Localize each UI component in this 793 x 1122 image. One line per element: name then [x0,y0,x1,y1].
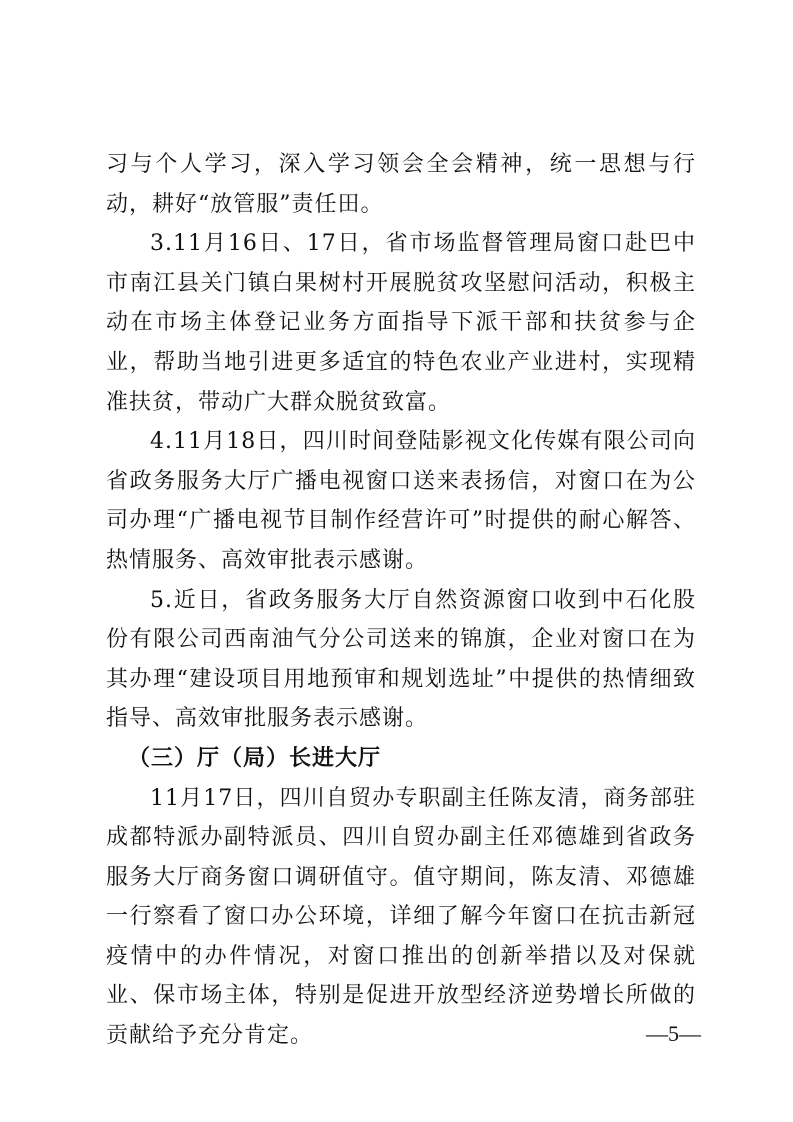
final-paragraph: 11月17日，四川自贸办专职副主任陈友清，商务部驻成都特派办副特派员、四川自贸办副主任邓德雄到省政务服务大厅商务窗口调研值守。值守期间，陈友清、邓德雄一行察看了窗口办公环境，详细了解今年窗口在抗击新冠疫情中的办件情况，对窗口推出的创新举措以及对保就业、保市场主体，特别是促进开放型经济逆势增长所做的贡献给予充分肯定。 [106,785,696,1049]
section-heading: （三）厅（局）长进大厅 [128,744,382,771]
paragraph-item-4: 4.11月18日，四川时间登陆影视文化传媒有限公司向省政务服务大厅广播电视窗口送来表扬信，对窗口在为公司办理“广播电视节目制作经营许可”时提供的耐心解答、热情服务、高效审批表示感谢。 [106,429,696,573]
paragraph-item-3: 3.11月16日、17日，省市场监督管理局窗口赴巴中市南江县关门镇白果树村开展脱贫攻坚慰问活动，积极主动在市场主体登记业务方面指导下派干部和扶贫参与企业，帮助当地引进更多适宜的特色农业产业进村，实现精准扶贫，带动广大群众脱贫致富。 [106,231,696,415]
paragraph-item-5: 5.近日，省政务服务大厅自然资源窗口收到中石化股份有限公司西南油气分公司送来的锦旗，企业对窗口在为其办理“建设项目用地预审和规划选址”中提供的热情细致指导、高效审批服务表示感谢。 [106,587,696,732]
page-number: —5— [646,1021,701,1046]
continued-paragraph: 习与个人学习，深入学习领会全会精神，统一思想与行动，耕好“放管服”责任田。 [106,152,696,217]
document-body [106,145,696,1056]
